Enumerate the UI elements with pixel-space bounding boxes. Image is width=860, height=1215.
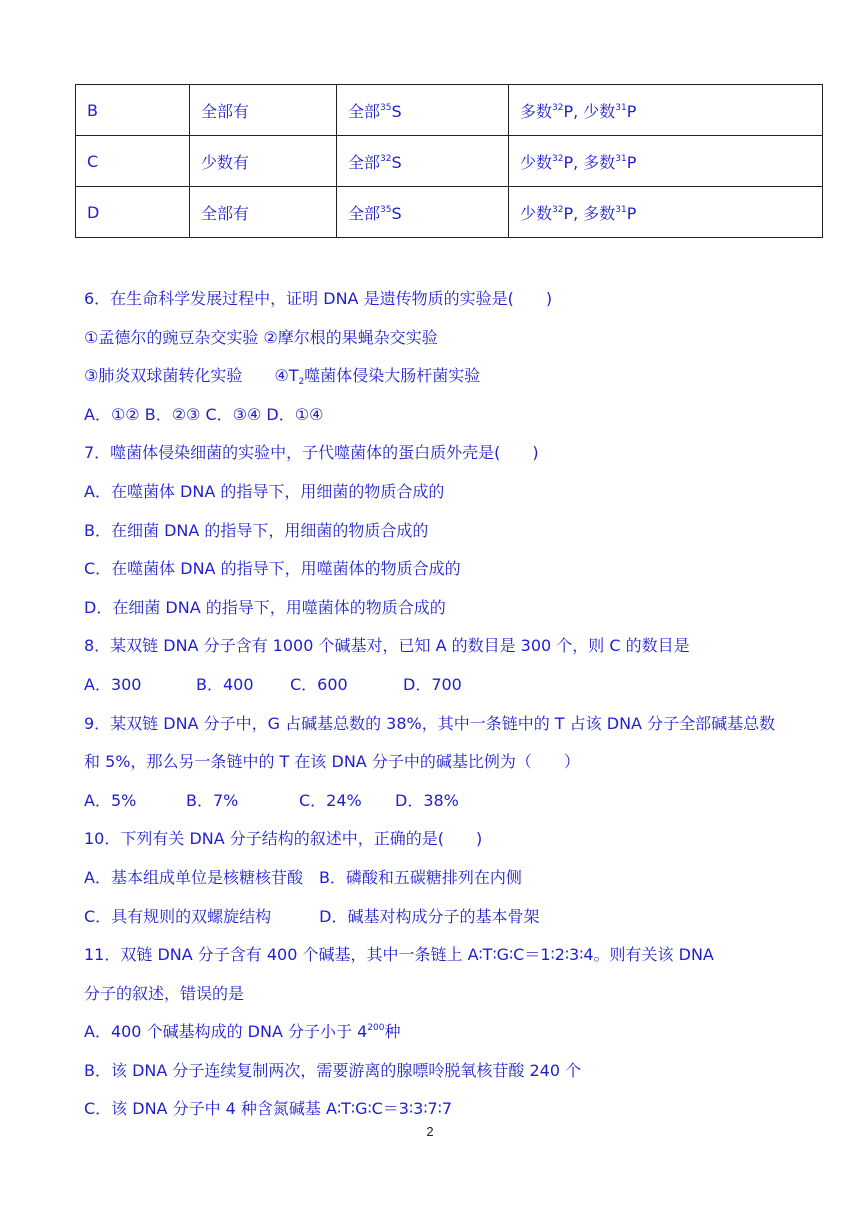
- question-11-stem-1: 11．双链 DNA 分子含有 400 个碱基，其中一条链上 A∶T∶G∶C＝1∶2∶3∶4。则有关该 DNA: [84, 945, 714, 965]
- question-8-option-d: D．700: [403, 674, 462, 694]
- cell-col2: 全部$^{35}$S: [337, 187, 509, 238]
- row-label: C: [76, 136, 190, 187]
- question-11-option-c: C．该 DNA 分子中 4 种含氮碱基 A∶T∶G∶C＝3∶3∶7∶7: [84, 1099, 453, 1119]
- question-9-option-c: C．24%: [299, 790, 362, 810]
- question-8-stem: 8．某双链 DNA 分子含有 1000 个碱基对，已知 A 的数目是 300 个，则 C 的数目是: [84, 636, 690, 656]
- question-9-options: [84, 782, 784, 821]
- cell-col1: 全部有: [190, 85, 337, 136]
- question-9-option-a: A．5%: [84, 790, 137, 810]
- question-8-option-a: A．300: [84, 674, 142, 694]
- question-11-stem-2: 分子的叙述，错误的是: [84, 983, 245, 1003]
- question-6-options: A．①② B．②③ C．③④ D．①④: [84, 404, 324, 424]
- question-7-option-d: D．在细菌 DNA 的指导下，用噬菌体的物质合成的: [84, 597, 446, 617]
- question-7-stem: 7．噬菌体侵染细菌的实验中，子代噬菌体的蛋白质外壳是( ): [84, 443, 539, 463]
- question-9-option-d: D．38%: [395, 790, 459, 810]
- cell-col1: 少数有: [190, 136, 337, 187]
- table-row: [76, 136, 823, 187]
- question-11-option-a: A．400 个碱基构成的 DNA 分子小于 $4^{200}$种: [84, 1022, 401, 1042]
- question-6-items-1: ①孟德尔的豌豆杂交实验 ②摩尔根的果蝇杂交实验: [84, 327, 438, 347]
- cell-col2: 全部$^{32}$S: [337, 136, 509, 187]
- question-9-stem-1: 9．某双链 DNA 分子中，G 占碱基总数的 38%，其中一条链中的 T 占该 DNA 分子全部碱基总数: [84, 713, 776, 733]
- table-row: [76, 85, 823, 136]
- question-9-option-b: B．7%: [186, 790, 239, 810]
- question-7-option-c: C．在噬菌体 DNA 的指导下，用噬菌体的物质合成的: [84, 559, 461, 579]
- cell-col2: 全部$^{35}$S: [337, 85, 509, 136]
- question-11-option-b: B．该 DNA 分子连续复制两次，需要游离的腺嘌呤脱氧核苷酸 240 个: [84, 1060, 582, 1080]
- question-10-options-1: A．基本组成单位是核糖核苷酸 B．磷酸和五碳糖排列在内侧: [84, 867, 522, 887]
- table-row: [76, 187, 823, 238]
- cell-col3: 少数$^{32}$P, 多数$^{31}$P: [509, 187, 823, 238]
- options-table: [75, 84, 823, 238]
- question-9-stem-2: 和 5%，那么另一条链中的 T 在该 DNA 分子中的碱基比例为（ ）: [84, 752, 580, 772]
- question-10-stem: 10．下列有关 DNA 分子结构的叙述中，正确的是( ): [84, 829, 483, 849]
- row-label: B: [76, 85, 190, 136]
- cell-col1: 全部有: [190, 187, 337, 238]
- row-label: D: [76, 187, 190, 238]
- question-8-options: [84, 666, 784, 705]
- question-6-stem: 6．在生命科学发展过程中，证明 DNA 是遗传物质的实验是( ): [84, 289, 553, 308]
- question-7-option-a: A．在噬菌体 DNA 的指导下，用细菌的物质合成的: [84, 481, 445, 501]
- page-number: 2: [426, 1124, 434, 1139]
- questions: [84, 280, 784, 1129]
- cell-col3: 多数$^{32}$P, 少数$^{31}$P: [509, 85, 823, 136]
- question-7-option-b: B．在细菌 DNA 的指导下，用细菌的物质合成的: [84, 520, 429, 540]
- question-8-option-c: C．600: [290, 674, 348, 694]
- question-8-option-b: B．400: [196, 674, 254, 694]
- question-10-options-2: C．具有规则的双螺旋结构 D．碱基对构成分子的基本骨架: [84, 906, 540, 926]
- cell-col3: 少数$^{32}$P, 多数$^{31}$P: [509, 136, 823, 187]
- question-6-items-2: ③肺炎双球菌转化实验 $④T_2$噬菌体侵染大肠杆菌实验: [84, 366, 481, 388]
